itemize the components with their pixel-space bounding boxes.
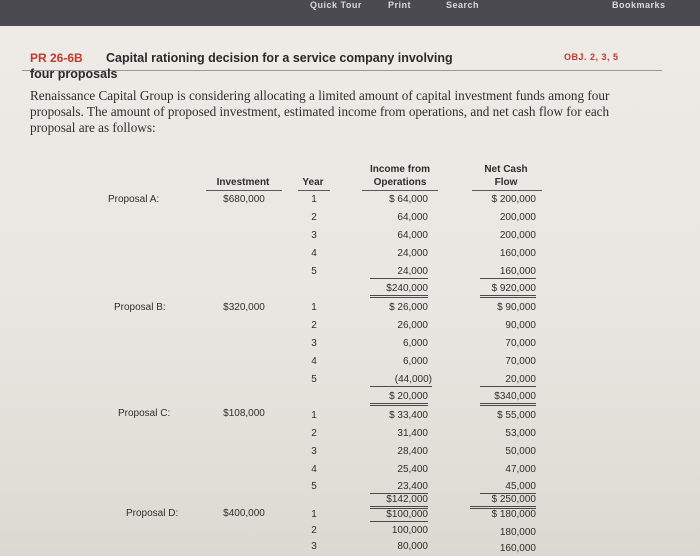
proposal-b-year-1: 1 bbox=[311, 302, 317, 313]
proposal-b-year-3: 3 bbox=[311, 338, 317, 349]
proposal-a-cash-1: $ 200,000 bbox=[491, 194, 536, 205]
proposal-a-cash-4: 160,000 bbox=[499, 248, 536, 259]
proposal-d-year-2: 2 bbox=[311, 525, 317, 536]
proposal-c-income-5: 23,400 bbox=[370, 481, 428, 494]
proposal-c-year-5: 5 bbox=[311, 481, 317, 492]
proposal-a-label: Proposal A: bbox=[108, 194, 160, 205]
proposal-a-income-3: 64,000 bbox=[397, 230, 428, 241]
cash-header-line2: Flow bbox=[494, 177, 518, 188]
proposal-c-income-3: 28,400 bbox=[397, 446, 428, 457]
proposal-c-cash-1: $ 55,000 bbox=[497, 410, 536, 421]
proposal-b-label: Proposal B: bbox=[114, 302, 166, 313]
problem-number: PR 26-6B bbox=[30, 51, 83, 65]
header-rule-year bbox=[298, 190, 330, 191]
proposal-d-investment: $400,000 bbox=[223, 508, 265, 519]
proposal-d-income-2: 100,000 bbox=[391, 525, 428, 536]
proposal-c-income-1: $ 33,400 bbox=[389, 410, 428, 421]
proposal-c-income-4: 25,400 bbox=[397, 464, 428, 475]
income-header-line1: Income from bbox=[369, 164, 430, 175]
header-rule-income bbox=[362, 190, 438, 191]
proposal-a-total-cash: $ 920,000 bbox=[480, 283, 536, 298]
top-navigation-bar bbox=[0, 0, 700, 26]
problem-title-continued: four proposals bbox=[30, 67, 118, 81]
proposal-b-cash-4: 70,000 bbox=[505, 356, 536, 367]
proposal-b-cash-5: 20,000 bbox=[480, 374, 536, 387]
proposal-d-cash-2: 180,000 bbox=[499, 527, 536, 538]
proposal-a-income-5: 24,000 bbox=[370, 266, 428, 279]
year-header: Year bbox=[302, 177, 324, 188]
proposal-a-year-1: 1 bbox=[311, 194, 317, 205]
proposal-c-cash-4: 47,000 bbox=[505, 464, 536, 475]
proposal-b-income-3: 6,000 bbox=[402, 338, 428, 349]
proposal-c-year-3: 3 bbox=[311, 446, 317, 457]
proposal-d-year-3: 3 bbox=[311, 541, 317, 552]
proposal-c-cash-5: 45,000 bbox=[480, 481, 536, 494]
proposal-a-cash-3: 200,000 bbox=[499, 230, 536, 241]
proposal-a-investment: $680,000 bbox=[223, 194, 265, 205]
proposal-b-cash-2: 90,000 bbox=[505, 320, 536, 331]
proposal-b-total-income: $ 20,000 bbox=[370, 391, 428, 406]
proposal-d-cash-1: $ 180,000 bbox=[491, 509, 536, 520]
header-rule-cash bbox=[472, 190, 542, 191]
proposal-c-label: Proposal C: bbox=[118, 408, 171, 419]
proposal-a-cash-5: 160,000 bbox=[480, 266, 536, 279]
proposal-d-income-1: $100,000 bbox=[370, 509, 428, 522]
nav-search[interactable]: Search bbox=[446, 0, 480, 10]
proposal-c-income-2: 31,400 bbox=[397, 428, 428, 439]
proposal-c-total-cash: $ 250,000 bbox=[470, 494, 536, 509]
proposal-d-year-1: 1 bbox=[311, 509, 317, 520]
proposal-d-label: Proposal D: bbox=[126, 508, 179, 519]
proposal-c-cash-3: 50,000 bbox=[505, 446, 536, 457]
header-rule bbox=[22, 70, 662, 71]
proposal-b-investment: $320,000 bbox=[223, 302, 265, 313]
proposal-c-year-4: 4 bbox=[311, 464, 317, 475]
proposal-b-total-cash: $340,000 bbox=[480, 391, 536, 406]
proposal-d-cash-3: 160,000 bbox=[499, 543, 536, 554]
proposal-c-total-income: $142,000 bbox=[370, 494, 428, 509]
learning-objectives: OBJ. 2, 3, 5 bbox=[564, 52, 619, 62]
proposal-c-year-1: 1 bbox=[311, 410, 317, 421]
proposal-b-income-5: (44,000) bbox=[370, 374, 432, 387]
proposal-b-year-4: 4 bbox=[311, 356, 317, 367]
problem-intro: Renaissance Capital Group is considering allocating a limited amount of capital investment funds among four proposals. The amount of proposed investment, estimated income from operations, and net cash flow for each proposal are as follows: bbox=[30, 88, 610, 135]
proposal-b-cash-1: $ 90,000 bbox=[497, 302, 536, 313]
proposal-b-year-5: 5 bbox=[311, 374, 317, 385]
proposal-b-income-4: 6,000 bbox=[402, 356, 428, 367]
investment-header: Investment bbox=[216, 177, 270, 188]
problem-title: Capital rationing decision for a service company involving bbox=[106, 51, 453, 65]
proposal-c-investment: $108,000 bbox=[223, 408, 265, 419]
proposal-b-year-2: 2 bbox=[311, 320, 317, 331]
nav-quick-tour[interactable]: Quick Tour bbox=[310, 0, 362, 10]
proposal-a-cash-2: 200,000 bbox=[499, 212, 536, 223]
header-rule-investment bbox=[206, 190, 282, 191]
proposal-b-income-1: $ 26,000 bbox=[389, 302, 428, 313]
proposal-c-year-2: 2 bbox=[311, 428, 317, 439]
proposal-a-year-4: 4 bbox=[311, 248, 317, 259]
proposal-a-total-income: $240,000 bbox=[370, 283, 428, 298]
proposal-b-income-2: 26,000 bbox=[397, 320, 428, 331]
proposal-a-income-2: 64,000 bbox=[397, 212, 428, 223]
proposal-a-year-2: 2 bbox=[311, 212, 317, 223]
proposal-b-cash-3: 70,000 bbox=[505, 338, 536, 349]
cash-header-line1: Net Cash bbox=[484, 164, 528, 175]
income-header-line2: Operations bbox=[373, 177, 427, 188]
proposal-a-income-4: 24,000 bbox=[397, 248, 428, 259]
nav-bookmarks[interactable]: Bookmarks bbox=[612, 0, 666, 10]
proposal-a-income-1: $ 64,000 bbox=[389, 194, 428, 205]
proposal-c-cash-2: 53,000 bbox=[505, 428, 536, 439]
proposal-d-income-3: 80,000 bbox=[397, 541, 428, 552]
proposal-a-year-3: 3 bbox=[311, 230, 317, 241]
nav-print[interactable]: Print bbox=[388, 0, 412, 10]
proposal-a-year-5: 5 bbox=[311, 266, 317, 277]
